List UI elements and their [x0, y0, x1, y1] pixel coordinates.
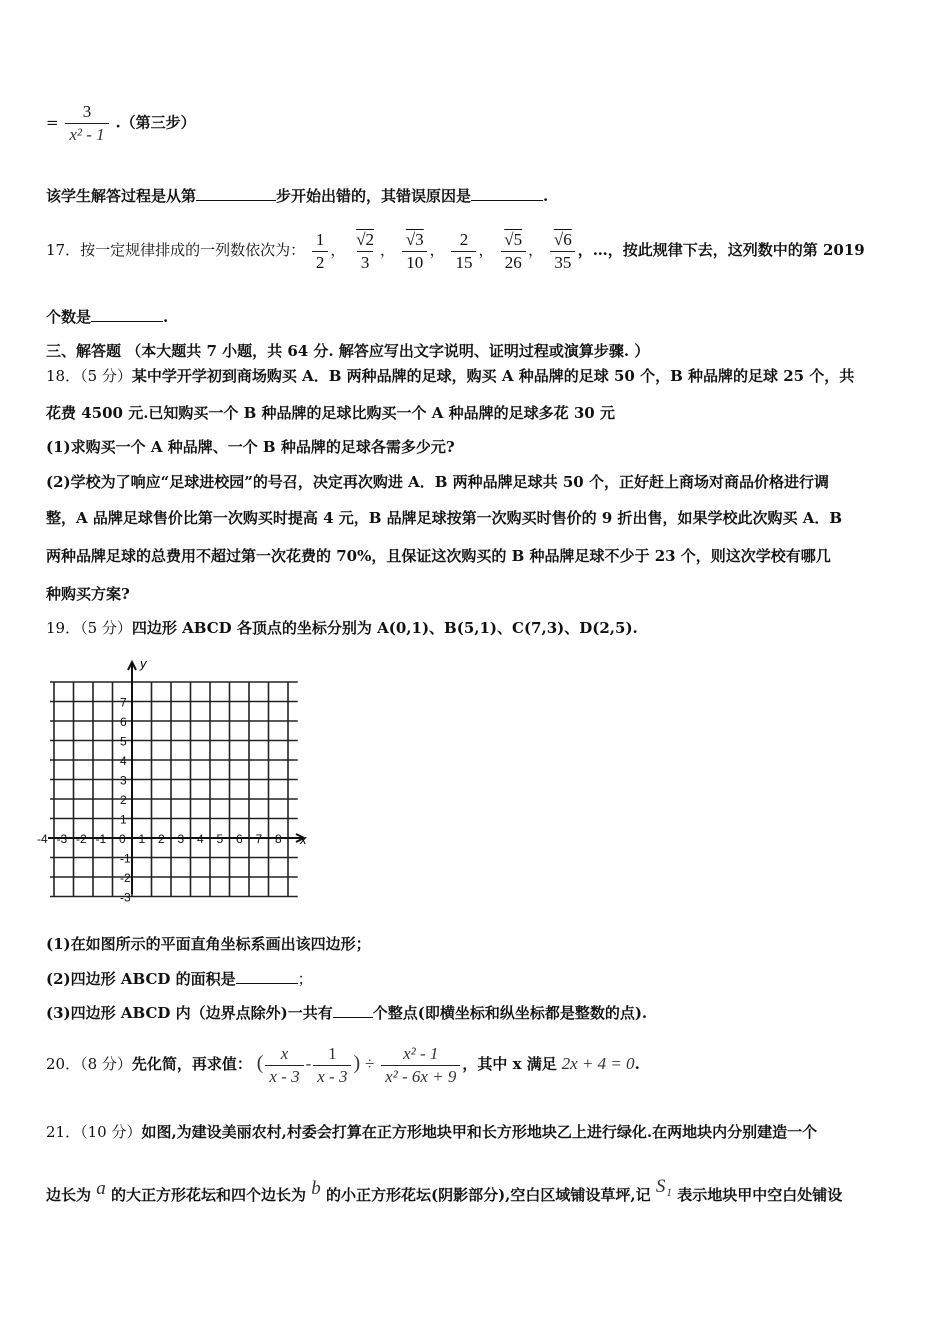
q19-part1: (1)在如图所示的平面直角坐标系画出该四边形；: [46, 935, 371, 953]
q17-separator: ，: [330, 241, 346, 259]
q18-score: （5 分）: [80, 367, 132, 385]
q18-part2-line3: 两种品牌足球的总费用不超过第一次花费的 70%，且保证这次购买的 B 种品牌足球不少于 23 个，则这次学校有哪几: [46, 547, 831, 565]
q16-blank-reason[interactable]: [471, 186, 543, 201]
y-tick-label: 7: [120, 695, 127, 710]
x-tick-label: 3: [177, 832, 185, 846]
x-tick-label: -4: [37, 832, 48, 846]
q16-text-mid: 步开始出错的，其错误原因是: [276, 187, 472, 205]
x-axis-label: x: [300, 832, 307, 847]
q20-text-mid: ，其中 x 满足: [462, 1055, 557, 1073]
q20-fraction-2: [313, 1044, 351, 1087]
q17-term: [500, 230, 526, 273]
q17-line1: [46, 222, 865, 278]
y-tick-label: -3: [120, 890, 131, 905]
q20-f3-denominator: x² - 6x + 9: [381, 1065, 460, 1087]
q17-term-numerator: 1: [315, 229, 325, 249]
section-heading: 三、解答题 （本大题共 7 小题，共 64 分. 解答应写出文字说明、证明过程或演算步骤. ）: [46, 342, 650, 360]
q17-term: [312, 230, 329, 273]
y-tick-label: -1: [120, 851, 131, 866]
x-tick-label: 4: [197, 832, 204, 846]
q21-var-b: b: [311, 1178, 321, 1199]
q19-part2-text: (2)四边形 ABCD 的面积是: [46, 970, 236, 988]
q20-line: [46, 1040, 640, 1087]
q17-text-after: ，…，按此规律下去，这列数中的第 2019: [577, 241, 865, 259]
y-tick-label: 6: [120, 715, 127, 729]
q17-term-denominator: 26: [501, 251, 526, 273]
q20-f1-denominator: x - 3: [265, 1065, 303, 1087]
q17-term: [352, 230, 378, 273]
q19-part2: [46, 969, 313, 989]
q17-term-numerator: √3: [405, 229, 424, 249]
y-tick-label: 1: [120, 812, 127, 827]
q20-fraction-1: [265, 1044, 303, 1087]
q21-stem-line1: 如图,为建设美丽农村,村委会打算在正方形地块甲和长方形地块乙上进行绿化.在两地块内分别建造一个: [141, 1123, 818, 1141]
q17-line2: [46, 307, 168, 327]
q18-part1: (1)求购买一个 A 种品牌、一个 B 种品牌的足球各需多少元?: [46, 438, 455, 456]
step-label: .（第三步）: [115, 113, 196, 132]
q17-separator: ，: [528, 241, 544, 259]
x-tick-label: 5: [216, 832, 224, 846]
q21-var-s1: S₁: [655, 1176, 672, 1197]
coordinate-grid: [37, 656, 314, 905]
q19-score: （5 分）: [80, 619, 132, 637]
q18-number: 18．: [46, 367, 81, 385]
q17-term-numerator: 2: [459, 229, 469, 249]
q21-text-b: 的大正方形花坛和四个边长为: [110, 1186, 306, 1204]
y-tick-label: 3: [120, 773, 127, 788]
q20-condition: 2x + 4 = 0: [561, 1054, 635, 1073]
q19-stem: 四边形 ABCD 各顶点的坐标分别为 A(0,1)、B(5,1)、C(7,3)、D(2,5).: [131, 619, 638, 637]
x-tick-label: -3: [56, 832, 68, 846]
q17-term: [451, 230, 476, 273]
q20-f1-numerator: x: [280, 1043, 289, 1063]
q17-term-denominator: 10: [402, 251, 427, 273]
q21-number: 21．: [46, 1123, 81, 1141]
q18-part2-line2: 整，A 品牌足球售价比第一次购买时提高 4 元，B 品牌足球按第一次购买时售价的 9 折出售，如果学校此次购买 A．B: [46, 509, 843, 527]
q17-separator: ，: [478, 241, 494, 259]
q19-part2-end: ；: [297, 970, 313, 988]
q18-line1: [46, 366, 854, 386]
q20-text-end: .: [634, 1055, 640, 1073]
step-three-line: [46, 102, 196, 145]
x-tick-label: 0: [119, 832, 126, 846]
q21-var-a: a: [96, 1178, 106, 1199]
x-tick-label: 1: [138, 832, 146, 846]
y-tick-label: 2: [120, 793, 127, 807]
q17-term-denominator: 15: [451, 251, 476, 273]
y-tick-label: 5: [120, 734, 127, 749]
q17-term-numerator: √5: [504, 229, 523, 249]
q17-number: 17．: [46, 241, 81, 259]
q21-text-d: 表示地块甲中空白处铺设: [677, 1186, 843, 1204]
q17-line2-text: 个数是: [46, 308, 92, 326]
q21-score: （10 分）: [80, 1123, 142, 1141]
equals-sign: =: [46, 113, 59, 132]
x-tick-label: -2: [76, 832, 87, 846]
q20-f2-denominator: x - 3: [313, 1065, 351, 1087]
q19-area-blank[interactable]: [236, 969, 298, 984]
q17-term-denominator: 2: [312, 251, 329, 273]
q20-text-before: 先化简，再求值：: [131, 1055, 252, 1073]
q20-divide: ÷: [364, 1054, 375, 1073]
x-tick-label: 7: [255, 832, 263, 846]
x-tick-label: -1: [95, 832, 107, 846]
q20-minus: -: [305, 1054, 312, 1073]
q21-text-c: 的小正方形花坛(阴影部分),空白区域铺设草坪,记: [325, 1186, 651, 1204]
q19-lattice-blank[interactable]: [333, 1003, 373, 1018]
x-tick-label: 2: [158, 832, 165, 846]
q17-separator: ，: [380, 241, 396, 259]
q20-f3-numerator: x² - 1: [403, 1043, 439, 1063]
x-tick-label: 8: [275, 832, 282, 846]
q17-term: [402, 230, 428, 273]
q18-line2: 花费 4500 元.已知购买一个 B 种品牌的足球比购买一个 A 种品牌的足球多花 30 元: [46, 404, 615, 422]
q16-text-end: .: [543, 187, 549, 205]
q17-blank[interactable]: [91, 307, 163, 322]
q20-score: （8 分）: [80, 1055, 132, 1073]
q17-term-numerator: √6: [553, 229, 572, 249]
q20-number: 20．: [46, 1055, 81, 1073]
q16-text-before: 该学生解答过程是从第: [46, 187, 197, 205]
q18-part2-line4: 种购买方案?: [46, 585, 130, 603]
q17-term-numerator: √2: [356, 229, 375, 249]
q17-text-before: 按一定规律排成的一列数依次为：: [80, 241, 306, 259]
q19-part3: [46, 1003, 647, 1023]
step-fraction: [65, 102, 108, 145]
q20-fraction-3: [381, 1044, 460, 1087]
step-fraction-numerator: 3: [82, 102, 92, 121]
x-tick-label: 6: [236, 832, 243, 846]
q21-text-a: 边长为: [46, 1186, 92, 1204]
q19-line1: [46, 618, 638, 638]
q16-blank-step[interactable]: [196, 186, 276, 201]
y-tick-label: -2: [120, 871, 131, 885]
step-fraction-denominator: x² - 1: [65, 123, 108, 145]
q17-line2-end: .: [163, 308, 169, 326]
q17-term-denominator: 35: [550, 251, 575, 273]
q20-right-paren: ): [353, 1052, 361, 1074]
y-tick-label: 4: [120, 754, 127, 768]
q17-term-denominator: 3: [357, 251, 374, 273]
q18-part2-line1: (2)学校为了响应“足球进校园”的号召，决定再次购进 A．B 两种品牌足球共 50 个，正好赶上商场对商品价格进行调: [46, 473, 829, 491]
q21-line1: [46, 1122, 817, 1142]
q16-answer-line: [46, 186, 548, 206]
q19-number: 19．: [46, 619, 81, 637]
q20-f2-numerator: 1: [328, 1043, 337, 1063]
q19-part3-end: 个整点(即横坐标和纵坐标都是整数的点).: [372, 1004, 648, 1022]
q17-separator: ，: [429, 241, 445, 259]
q21-line2: [46, 1176, 843, 1210]
q20-left-paren: (: [256, 1052, 264, 1074]
q18-stem-line1: 某中学开学初到商场购买 A．B 两种品牌的足球，购买 A 种品牌的足球 50 个，B 种品牌的足球 25 个，共: [131, 367, 855, 385]
q17-term: [550, 230, 576, 273]
q19-part3-text: (3)四边形 ABCD 内（边界点除外)一共有: [46, 1004, 333, 1022]
y-axis-label: y: [140, 656, 147, 671]
